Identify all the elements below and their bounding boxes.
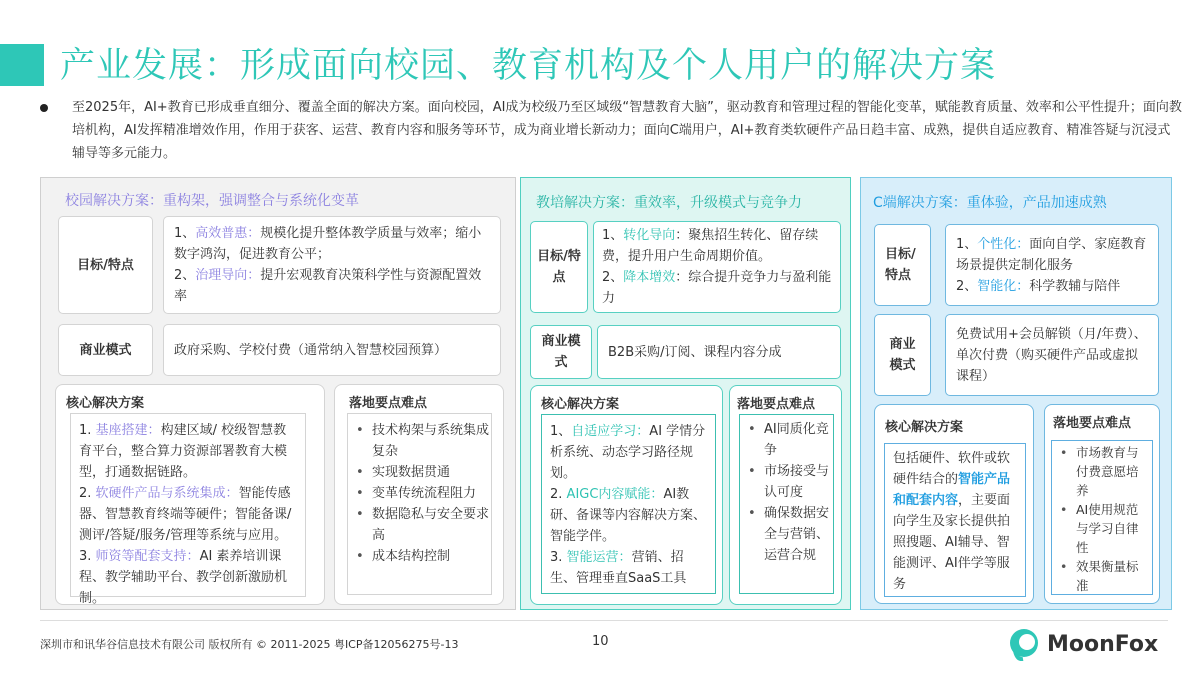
consumer-diff-list (1051, 440, 1153, 595)
item-text: 营销、招生、管理垂直SaaS工具 (550, 550, 687, 586)
consumer-diff-label: 落地要点难点 (1053, 416, 1132, 431)
list-item (550, 421, 707, 484)
difficulty-item: • 市场接受与认可度 (742, 461, 831, 503)
item-highlight: 基座搭建： (95, 423, 161, 438)
item-text: 规模化提升整体教学质量与效率；缩小数字鸿沟，促进教育公平； (174, 226, 482, 262)
list-item (602, 225, 832, 267)
intro-paragraph: 至2025年，AI+教育已形成垂直细分、覆盖全面的解决方案。面向校园，AI成为校级乃至区域级“智慧教育大脑”，驱动教育和管理过程的智能化变革，赋能教育质量、效率和公平性提升；面向教培机构，AI发挥精准增效作用，作用于获客、运营、教育内容和服务等环节，成为商业增长新动力；面向C端用户，AI+教育类软硬件产品日趋丰富、成熟，提供自适应教育、精准答疑与沉浸式辅导等多元能力。 (72, 100, 1182, 161)
list-item (550, 547, 707, 589)
training-goal-label: 目标/特点 (530, 221, 588, 313)
training-difficulty-panel (729, 385, 842, 605)
item-number: 3. (79, 549, 96, 564)
training-subtitle: 教培解决方案：重效率，升级模式与竞争力 (536, 195, 802, 211)
list-item (956, 234, 1148, 276)
moonfox-logo-icon (1007, 627, 1041, 661)
campus-diff-list (347, 413, 492, 595)
consumer-biz-label: 商业模式 (874, 314, 931, 396)
consumer-core-pre: 包括硬件、软件或软硬件结合的 (893, 451, 1011, 487)
title-accent-bar (0, 44, 44, 86)
item-number: 2、 (956, 278, 978, 294)
item-highlight: AIGC内容赋能： (566, 487, 664, 502)
item-highlight: 智能运营： (566, 550, 632, 565)
item-text: AI 学情分析系统、动态学习路径规划。 (550, 424, 706, 481)
footer-copyright: 深圳市和讯华谷信息技术有限公司 版权所有 © 2011-2025 粤ICP备12056275号-13 (40, 638, 459, 651)
consumer-biz: 免费试用+会员解锁（月/年费）、单次付费（购买硬件产品或虚拟课程） (945, 314, 1159, 396)
consumer-core-text (884, 443, 1026, 597)
training-core-panel (530, 385, 723, 605)
item-highlight: 高效普惠： (195, 226, 261, 241)
difficulty-item: • 确保数据安全与营销、运营合规 (742, 503, 831, 566)
item-highlight: 智能化： (977, 278, 1030, 294)
campus-core-panel (55, 384, 325, 605)
page-number: 10 (592, 634, 609, 649)
consumer-core-post: ，主要面向学生及家长提供拍照搜题、AI辅导、智能测评、AI伴学等服务 (893, 493, 1011, 592)
campus-goal-label: 目标/特点 (58, 216, 153, 314)
difficulty-item: • 成本结构控制 (350, 546, 489, 567)
footer-divider (40, 620, 1168, 621)
training-core-label: 核心解决方案 (541, 397, 620, 412)
difficulty-item: • 变革传统流程阻力 (350, 483, 489, 504)
item-text: ：综合提升竞争力与盈利能力 (602, 270, 832, 306)
consumer-column (860, 177, 1172, 610)
consumer-core-label: 核心解决方案 (885, 420, 964, 435)
difficulty-item: • 效果衡量标准 (1054, 557, 1150, 595)
campus-biz-label: 商业模式 (58, 324, 153, 376)
consumer-subtitle: C端解决方案：重体验，产品加速成熟 (873, 195, 1107, 211)
item-highlight: 师资等配套支持： (95, 549, 200, 564)
item-number: 1、 (174, 226, 196, 241)
campus-goals (163, 216, 501, 314)
difficulty-item: • 技术构架与系统集成复杂 (350, 420, 489, 462)
item-highlight: 降本增效 (623, 270, 676, 285)
list-item (174, 265, 490, 307)
list-item (79, 546, 297, 609)
consumer-goal-label: 目标/特点 (874, 224, 931, 306)
moonfox-logo-text: MoonFox (1047, 631, 1159, 657)
item-highlight: 软硬件产品与系统集成： (95, 486, 239, 501)
difficulty-item: • AI同质化竞争 (742, 419, 831, 461)
difficulty-item: • 实现数据贯通 (350, 462, 489, 483)
item-highlight: 治理导向： (195, 268, 261, 283)
item-text: ：聚焦招生转化、留存续费，提升用户生命周期价值。 (602, 228, 819, 264)
consumer-goals (945, 224, 1159, 306)
list-item (550, 484, 707, 547)
campus-diff-label: 落地要点难点 (349, 396, 428, 411)
item-number: 1、 (550, 424, 572, 439)
campus-difficulty-panel (334, 384, 504, 605)
consumer-core-highlight: 智能产品和配套内容 (893, 472, 1011, 508)
page-title: 产业发展：形成面向校园、教育机构及个人用户的解决方案 (60, 46, 997, 86)
item-number: 2. (79, 486, 96, 501)
item-text: 构建区域/ 校级智慧教育平台，整合算力资源部署教育大模型，打通数据链路。 (79, 423, 288, 480)
item-number: 1. (79, 423, 96, 438)
item-highlight: 转化导向 (623, 228, 676, 243)
moonfox-logo (1007, 627, 1158, 661)
campus-core-list (70, 413, 306, 606)
training-goals (593, 221, 841, 313)
item-number: 3. (550, 550, 567, 565)
item-text: 科学教辅与陪伴 (1029, 278, 1121, 294)
item-number: 2. (550, 487, 567, 502)
campus-biz: 政府采购、学校付费（通常纳入智慧校园预算） (163, 324, 501, 376)
training-biz: B2B采购/订阅、课程内容分成 (597, 325, 841, 379)
item-number: 2、 (174, 268, 196, 283)
item-text: 智能传感器、智慧教育终端等硬件；智能备课/测评/答疑/服务/管理等系统与应用。 (79, 486, 292, 543)
training-core-list (541, 414, 716, 594)
training-diff-label: 落地要点难点 (737, 397, 816, 412)
list-item (79, 483, 297, 546)
bullet-icon (40, 104, 48, 112)
list-item (79, 420, 297, 483)
item-number: 1、 (602, 228, 624, 243)
list-item (174, 223, 490, 265)
item-text: 提升宏观教育决策科学性与资源配置效率 (174, 268, 482, 304)
item-number: 1、 (956, 236, 978, 252)
training-diff-list (739, 414, 834, 594)
item-text: AI 素养培训课程、教学辅助平台、教学创新激励机制。 (79, 549, 288, 606)
consumer-core-panel (874, 404, 1034, 604)
item-number: 2、 (602, 270, 624, 285)
difficulty-item: • 市场教育与付费意愿培养 (1054, 443, 1150, 500)
campus-subtitle: 校园解决方案：重构架，强调整合与系统化变革 (65, 193, 359, 209)
training-column (520, 177, 851, 610)
difficulty-item: • 数据隐私与安全要求高 (350, 504, 489, 546)
item-text: 面向自学、家庭教育场景提供定制化服务 (956, 236, 1147, 273)
item-highlight: 自适应学习： (571, 424, 650, 439)
item-highlight: 个性化： (977, 236, 1030, 252)
difficulty-item: • AI使用规范与学习自律性 (1054, 500, 1150, 557)
training-biz-label: 商业模式 (530, 325, 592, 379)
list-item (602, 267, 832, 309)
campus-column (40, 177, 516, 610)
campus-core-label: 核心解决方案 (66, 396, 145, 411)
list-item (956, 276, 1148, 297)
item-text: AI教研、备课等内容解决方案、智能学伴。 (550, 487, 707, 544)
consumer-difficulty-panel (1044, 404, 1160, 604)
